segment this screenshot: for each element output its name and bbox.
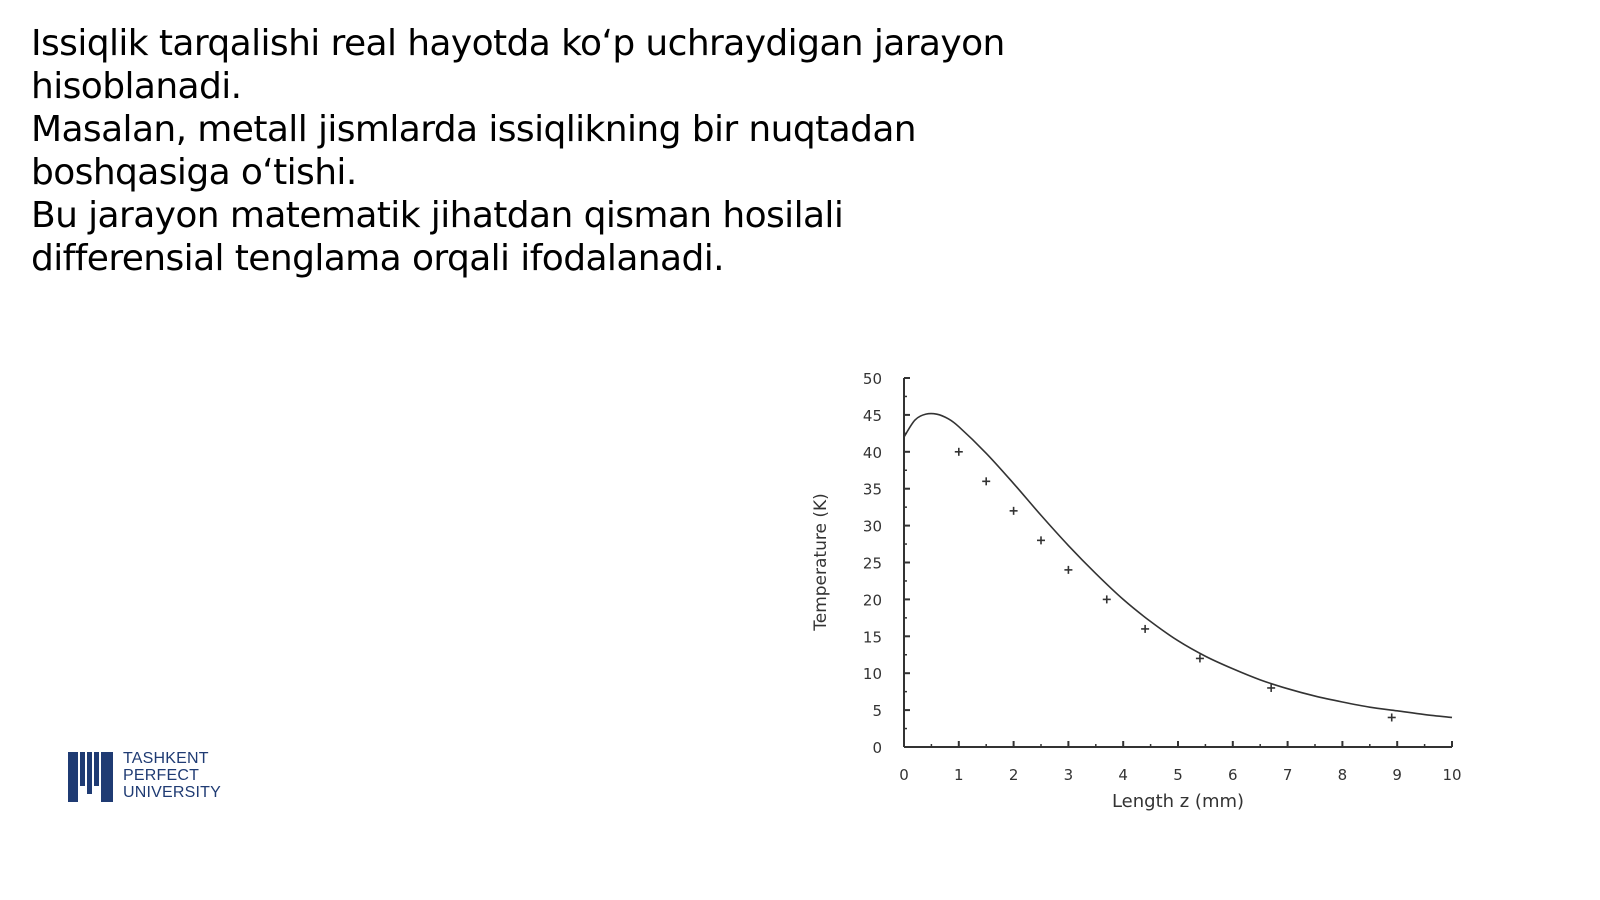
y-tick-label: 0	[872, 739, 882, 757]
x-tick-label: 9	[1392, 766, 1402, 784]
data-point-marker	[1141, 625, 1149, 633]
data-point-marker	[1388, 713, 1396, 721]
y-tick-label: 40	[862, 443, 882, 462]
data-point-marker	[1037, 536, 1045, 544]
x-tick-label: 10	[1442, 766, 1462, 784]
logo-line-1: TASHKENT	[123, 750, 209, 767]
y-tick-label: 20	[862, 591, 882, 610]
x-tick-label: 1	[954, 766, 964, 784]
data-point-marker	[1103, 595, 1111, 603]
text-line: Issiqlik tarqalishi real hayotda ko‘p uchraydigan jarayon	[31, 23, 1005, 64]
university-logo-mark-icon	[68, 752, 113, 802]
y-tick-label: 5	[872, 702, 882, 721]
x-tick-label: 3	[1063, 766, 1074, 784]
x-axis-label: Length z (mm)	[1111, 791, 1245, 812]
y-tick-label: 15	[862, 628, 882, 647]
slide-body-text	[31, 22, 1131, 280]
y-tick-label: 35	[862, 480, 882, 499]
text-line: differensial tenglama orqali ifodalanadi.	[31, 238, 724, 279]
y-tick-label: 10	[862, 665, 882, 684]
axes-layer	[863, 370, 1462, 784]
x-tick-label: 2	[1008, 766, 1019, 784]
data-point-marker	[1010, 507, 1018, 515]
logo-line-2: PERFECT	[123, 767, 200, 784]
text-line: Masalan, metall jismlarda issiqlikning bir nuqtadan	[31, 109, 916, 150]
series-layer	[904, 414, 1452, 722]
temperature-chart	[811, 370, 1520, 850]
data-point-marker	[982, 477, 990, 485]
text-line: hisoblanadi.	[31, 66, 242, 107]
y-tick-label: 45	[862, 406, 882, 425]
x-tick-label: 5	[1173, 766, 1183, 784]
text-line: Bu jarayon matematik jihatdan qisman hosilali	[31, 195, 844, 236]
chart-canvas	[811, 370, 1520, 850]
logo-line-3: UNIVERSITY	[123, 784, 222, 801]
university-logo-text	[123, 750, 221, 801]
x-tick-label: 0	[899, 766, 909, 784]
y-axis-label: Temperature (K)	[811, 493, 831, 631]
series-line	[904, 414, 1452, 718]
y-tick-label: 50	[862, 370, 882, 388]
x-tick-label: 4	[1118, 766, 1128, 784]
y-tick-label: 30	[862, 517, 882, 536]
university-logo	[68, 752, 268, 808]
x-tick-label: 6	[1228, 766, 1238, 784]
y-tick-label: 25	[862, 554, 882, 573]
data-point-marker	[955, 448, 963, 456]
x-tick-label: 7	[1282, 766, 1293, 784]
text-line: boshqasiga o‘tishi.	[31, 152, 357, 193]
data-point-marker	[1064, 566, 1072, 574]
x-tick-label: 8	[1337, 766, 1348, 784]
